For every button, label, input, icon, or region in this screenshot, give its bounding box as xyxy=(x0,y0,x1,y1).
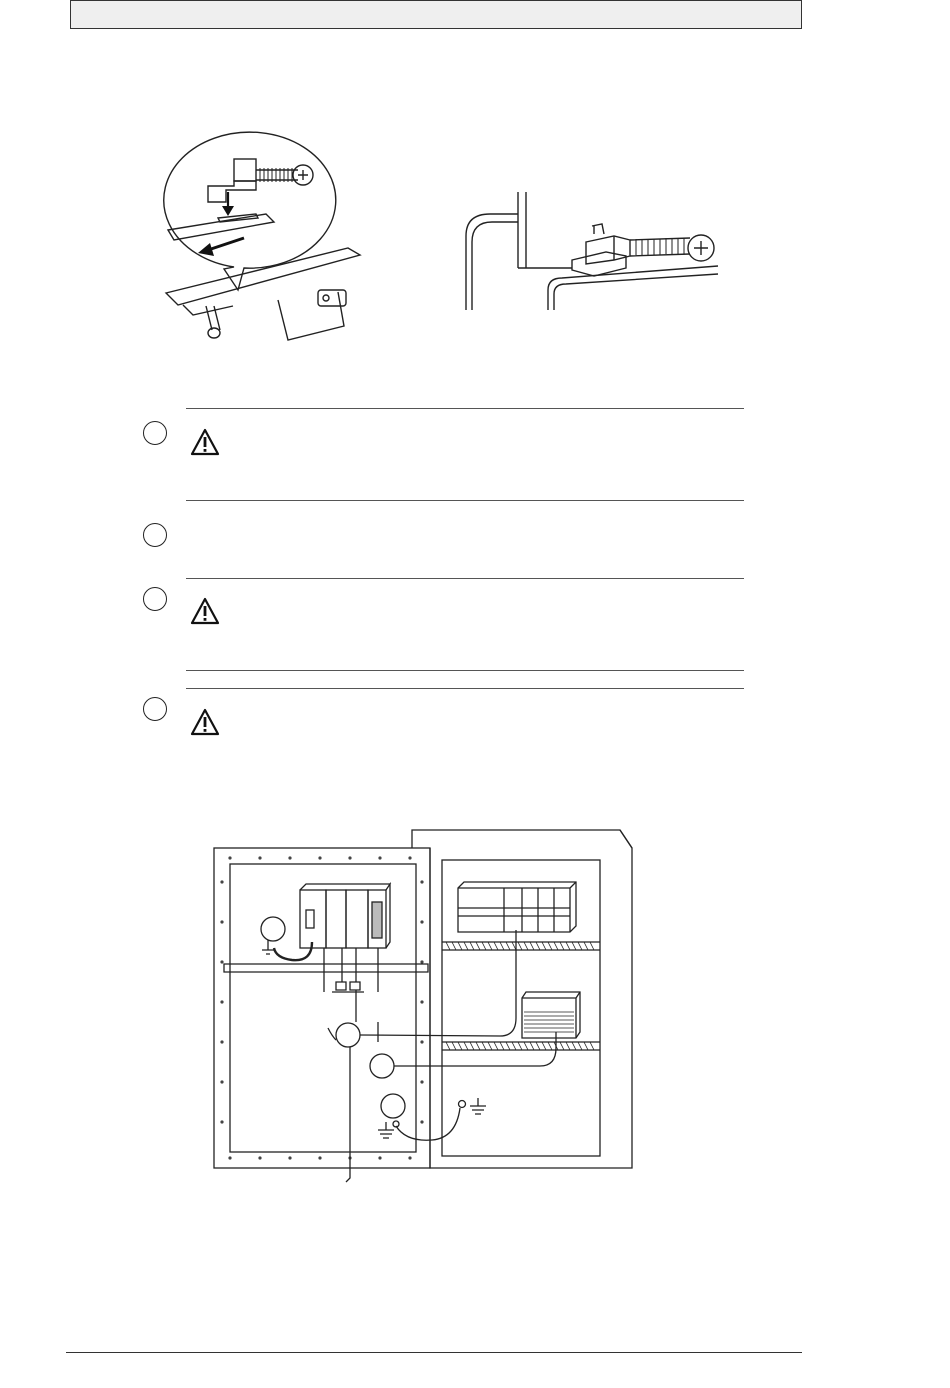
mounting-clip-figure xyxy=(148,130,370,348)
cabinet-grounding-figure xyxy=(200,822,640,1188)
clip-installed-figure xyxy=(458,186,722,314)
page-footer-rule xyxy=(66,1352,802,1353)
step-number-3 xyxy=(143,587,167,611)
step-number-1 xyxy=(143,421,167,445)
page-header-bar xyxy=(70,0,802,29)
section-rule xyxy=(186,408,744,409)
warning-icon xyxy=(190,597,220,625)
section-rule xyxy=(186,578,744,579)
section-rule xyxy=(186,670,744,671)
warning-icon xyxy=(190,708,220,736)
section-rule xyxy=(186,688,744,689)
section-rule xyxy=(186,500,744,501)
step-number-4 xyxy=(143,697,167,721)
step-number-2 xyxy=(143,523,167,547)
warning-icon xyxy=(190,428,220,456)
